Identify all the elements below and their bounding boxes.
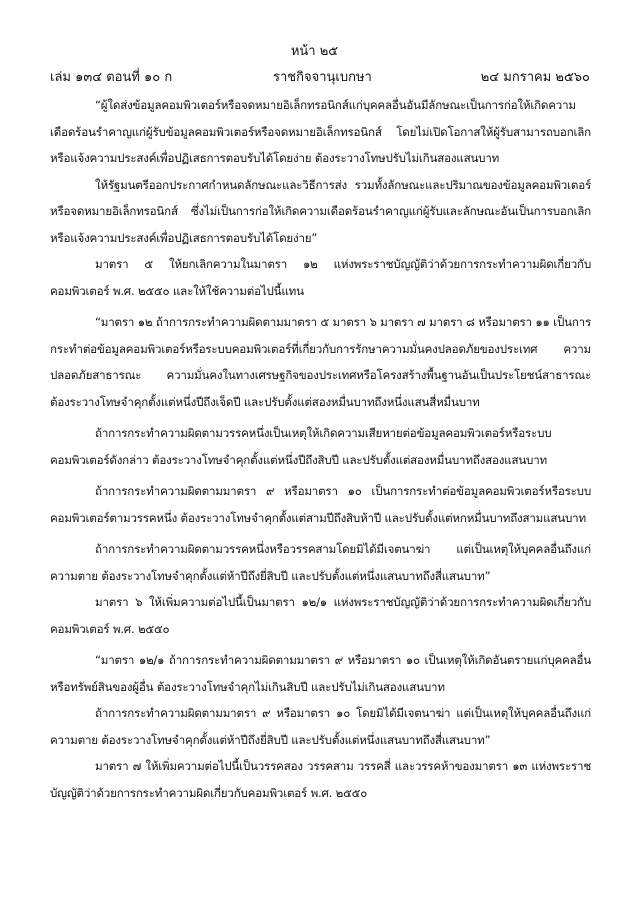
paragraph-section-11-clause-2: ให้รัฐมนตรีออกประกาศกำหนดลักษณะและวิธีการส่ง รวมทั้งลักษณะและปริมาณของข้อมูลคอมพิวเตอร์หรือจดหมายอิเล็กทรอนิกส์ ซึ่งไม่เป็นการก่อให้เกิดความเดือดร้อนรำคาญแก่ผู้รับและลักษณะอันเป็นการบอกเลิกหรือแจ้งความประสงค์เพื่อปฏิเสธการตอบรับได้โดยง่าย” xyxy=(50,177,591,245)
paragraph-article-5: มาตรา ๕ ให้ยกเลิกความในมาตรา ๑๒ แห่งพระราชบัญญัติว่าด้วยการกระทำความผิดเกี่ยวกับคอมพิวเตอร์ พ.ศ. ๒๕๕๐ และให้ใช้ความต่อไปนี้แทน xyxy=(50,257,591,298)
paragraph-section-12-1-clause-2: ถ้าการกระทำความผิดตามมาตรา ๙ หรือมาตรา ๑๐ โดยมิได้มีเจตนาฆ่า แต่เป็นเหตุให้บุคคลอื่นถึงแก่ความตาย ต้องระวางโทษจำคุกตั้งแต่ห้าปีถึงยี่สิบปี และปรับตั้งแต่หนึ่งแสนบาทถึงสี่แสนบาท” xyxy=(50,706,591,747)
document-body xyxy=(50,92,591,806)
gazette-title: ราชกิจจานุเบกษา xyxy=(273,70,372,85)
paragraph-section-12-1-clause-1: “มาตรา ๑๒/๑ ถ้าการกระทำความผิดตามมาตรา ๙ หรือมาตรา ๑๐ เป็นเหตุให้เกิดอันตรายแก่บุคคลอื่นหรือทรัพย์สินของผู้อื่น ต้องระวางโทษจำคุกไม่เกินสิบปี และปรับไม่เกินสองแสนบาท xyxy=(50,653,591,694)
publication-date: ๒๔ มกราคม ๒๕๖๐ xyxy=(480,70,590,85)
gazette-header xyxy=(50,66,590,84)
paragraph-section-12-clause-4: ถ้าการกระทำความผิดตามวรรคหนึ่งหรือวรรคสามโดยมิได้มีเจตนาฆ่า แต่เป็นเหตุให้บุคคลอื่นถึงแก่ความตาย ต้องระวางโทษจำคุกตั้งแต่ห้าปีถึงยี่สิบปี และปรับตั้งแต่หนึ่งแสนบาทถึงสี่แสนบาท” xyxy=(50,542,591,583)
paragraph-article-7: มาตรา ๗ ให้เพิ่มความต่อไปนี้เป็นวรรคสอง วรรคสาม วรรคสี่ และวรรคห้าของมาตรา ๑๓ แห่งพระราชบัญญัติว่าด้วยการกระทำความผิดเกี่ยวกับคอมพิวเตอร์ พ.ศ. ๒๕๕๐ xyxy=(50,759,591,800)
page-number: หน้า ๒๕ xyxy=(290,44,339,59)
paragraph-section-12-clause-3: ถ้าการกระทำความผิดตามมาตรา ๙ หรือมาตรา ๑๐ เป็นการกระทำต่อข้อมูลคอมพิวเตอร์หรือระบบคอมพิวเตอร์ตามวรรคหนึ่ง ต้องระวางโทษจำคุกตั้งแต่สามปีถึงสิบห้าปี และปรับตั้งแต่หกหมื่นบาทถึงสามแสนบาท xyxy=(50,484,591,525)
paragraph-section-11-clause-1: “ผู้ใดส่งข้อมูลคอมพิวเตอร์หรือจดหมายอิเล็กทรอนิกส์แก่บุคคลอื่นอันมีลักษณะเป็นการก่อให้เกิดความเดือดร้อนรำคาญแก่ผู้รับข้อมูลคอมพิวเตอร์หรือจดหมายอิเล็กทรอนิกส์ โดยไม่เปิดโอกาสให้ผู้รับสามารถบอกเลิกหรือแจ้งความประสงค์เพื่อปฏิเสธการตอบรับได้โดยง่าย ต้องระวางโทษปรับไม่เกินสองแสนบาท xyxy=(50,98,591,165)
paragraph-article-6: มาตรา ๖ ให้เพิ่มความต่อไปนี้เป็นมาตรา ๑๒/๑ แห่งพระราชบัญญัติว่าด้วยการกระทำความผิดเกี่ยวกับคอมพิวเตอร์ พ.ศ. ๒๕๕๐ xyxy=(50,595,591,636)
paragraph-section-12-clause-2: ถ้าการกระทำความผิดตามวรรคหนึ่งเป็นเหตุให้เกิดความเสียหายต่อข้อมูลคอมพิวเตอร์หรือระบบคอมพิวเตอร์ดังกล่าว ต้องระวางโทษจำคุกตั้งแต่หนึ่งปีถึงสิบปี และปรับตั้งแต่สองหมื่นบาทถึงสองแสนบาท xyxy=(50,426,552,467)
volume-issue: เล่ม ๑๓๔ ตอนที่ ๑๐ ก xyxy=(50,70,173,85)
paragraph-section-12-clause-1: “มาตรา ๑๒ ถ้าการกระทำความผิดตามมาตรา ๕ มาตรา ๖ มาตรา ๗ มาตรา ๘ หรือมาตรา ๑๑ เป็นการกระทำต่อข้อมูลคอมพิวเตอร์หรือระบบคอมพิวเตอร์ที่เกี่ยวกับการรักษาความมั่นคงปลอดภัยของประเทศ ความปลอดภัยสาธารณะ ความมั่นคงในทางเศรษฐกิจของประเทศหรือโครงสร้างพื้นฐานอันเป็นประโยชน์สาธารณะ ต้องระวางโทษจำคุกตั้งแต่หนึ่งปีถึงเจ็ดปี และปรับตั้งแต่สองหมื่นบาทถึงหนึ่งแสนสี่หมื่นบาท xyxy=(50,315,591,409)
